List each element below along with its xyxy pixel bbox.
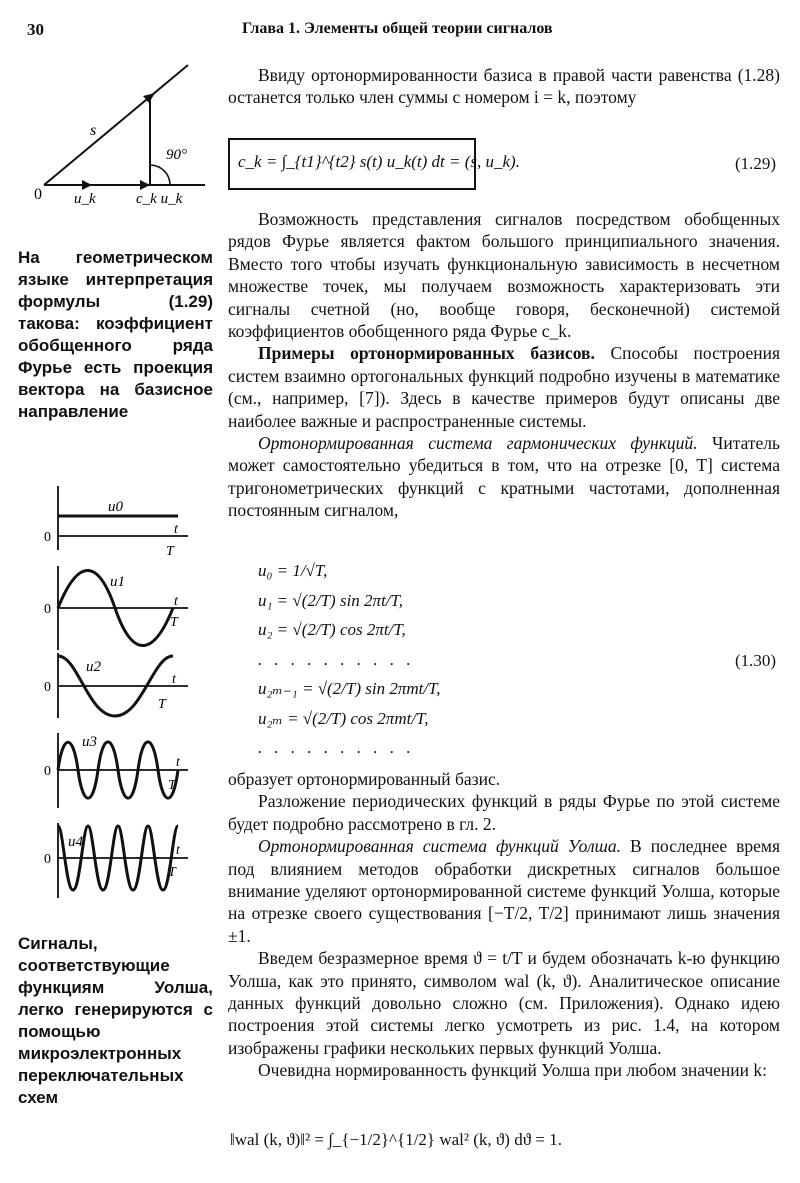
harmonic-heading: Ортонормированная система гармонических функций. [258,433,698,454]
examples-heading: Примеры ортонормированных базисов. [258,343,595,364]
plot-u4-zero: 0 [44,852,51,867]
equation-1-29-number: (1.29) [735,154,777,173]
equation-1-29: c_k = ∫_{t1}^{t2} s(t) u_k(t) dt = (s, u_k). [238,152,520,171]
plot-u1 [44,566,188,650]
plot-u3-T: T [168,778,176,793]
plot-u4-label: u4 [68,834,83,850]
plot-u2-T: T [158,697,166,712]
harmonic-plots [38,478,198,908]
plot-u1-t: t [174,594,178,609]
plot-u4-t: t [176,843,180,858]
plot-u3-label: u3 [82,734,97,750]
sidebar-note-geometric: На геометрическом языке интерпретация формулы (1.29) такова: коэффициент обобщенного ряда Фурье есть проекция вектора на базисное направление [18,248,213,421]
origin-label: 0 [34,186,42,203]
plot-u0-T: T [166,544,174,559]
angle-label: 90° [166,147,187,163]
walsh-heading: Ортонормированная система функций Уолша. [258,836,621,857]
paragraph-fourier: Возможность представления сигналов посредством обобщенных рядов Фурье является фактом большого принципиального значения. Вместо того чтобы изучать функциональную зависимость в несчетном множестве точек, мы получаем возможность характеризовать эти сигналы счетной (но, вообще говоря, бесконечной) системой коэффициентов обобщенного ряда Фурье c_k. Примеры ортонормированных базисов. Способы построения систем взаимно ортогональных функций подробно изучены в математике (см., например, [7]). Здесь в качестве примеров будут описаны две наиболее важные и распространенные системы. Ортонормированная система гармонических функций. Читатель может самостоятельно убедиться в том, что на отрезке [0, T] система тригонометрических функций с кратными частотами, дополненная постоянным сигналом, [228,209,781,521]
plot-u2-zero: 0 [44,680,51,695]
right-angle-arc [150,165,170,185]
vector-s-line [44,65,188,185]
plot-u1-T: T [170,615,178,630]
plot-u0-label: u0 [108,499,123,515]
vector-s-label: s [90,122,97,139]
plot-u3-zero: 0 [44,764,51,779]
plot-u3 [44,733,188,808]
plot-u2 [44,653,188,718]
projection-arrowhead [140,180,150,190]
basis-label: u_k [74,191,96,207]
plot-u1-zero: 0 [44,602,51,617]
basis-arrowhead [82,180,92,190]
plot-u1-label: u1 [110,574,125,590]
vector-projection-figure [30,55,210,210]
projection-label: c_k u_k [136,191,183,207]
plot-u2-t: t [172,672,176,687]
plot-u4-T: T [168,865,176,880]
plot-u0 [44,486,188,559]
plot-u2-label: u2 [86,659,101,675]
equation-1-30: u₀ = 1/√T, u₁ = √(2/T) sin 2πt/T, u₂ = √(2/T) cos 2πt/T, . . . . . . . . . . u₂ₘ₋₁ = √(2/T) sin 2πmt/T, u₂ₘ = √(2/T) cos 2πmt/T, . . . . . . . . . . [258,561,441,757]
equation-walsh-norm: ‖wal (k, ϑ)‖² = ∫_{−1/2}^{1/2} wal² (k, ϑ) dϑ = 1. [230,1130,562,1149]
equation-1-30-number: (1.30) [735,651,777,670]
running-title: Глава 1. Элементы общей теории сигналов [242,20,553,37]
plot-u3-t: t [176,755,180,770]
paragraph-intro: Ввиду ортонормированности базиса в правой части равенства (1.28) останется только член суммы с номером i = k, поэтому [228,65,780,108]
paragraph-walsh: образует ортонормированный базис. Разложение периодических функций в ряды Фурье по этой системе будет подробно рассмотрено в гл. 2. Ортонормированная система функций Уолша. В последнее время под влиянием методов обработки дискретных сигналов большое внимание уделяют ортонормированной системе функций Уолша, которые на отрезке своего существования [−T/2, T/2] принимают лишь значения ±1. Введем безразмерное время ϑ = t/T и будем обозначать k-ю функцию Уолша, как это принято, символом wal (k, ϑ). Аналитическое описание данных функций довольно сложно (см. Приложения). Однако идею построения этой системы легко усмотреть из рис. 1.4, на котором изображены графики нескольких первых функций Уолша. Очевидна нормированность функций Уолша при любом значении k: [228,769,781,1081]
plot-u0-zero: 0 [44,530,51,545]
page-number: 30 [27,20,44,39]
sidebar-note-walsh: Сигналы, соответствующие функциям Уолша, легко генерируются с помощью микроэлектронных переключательных схем [18,934,213,1107]
plot-u0-t: t [174,522,178,537]
plot-u4 [44,823,188,898]
